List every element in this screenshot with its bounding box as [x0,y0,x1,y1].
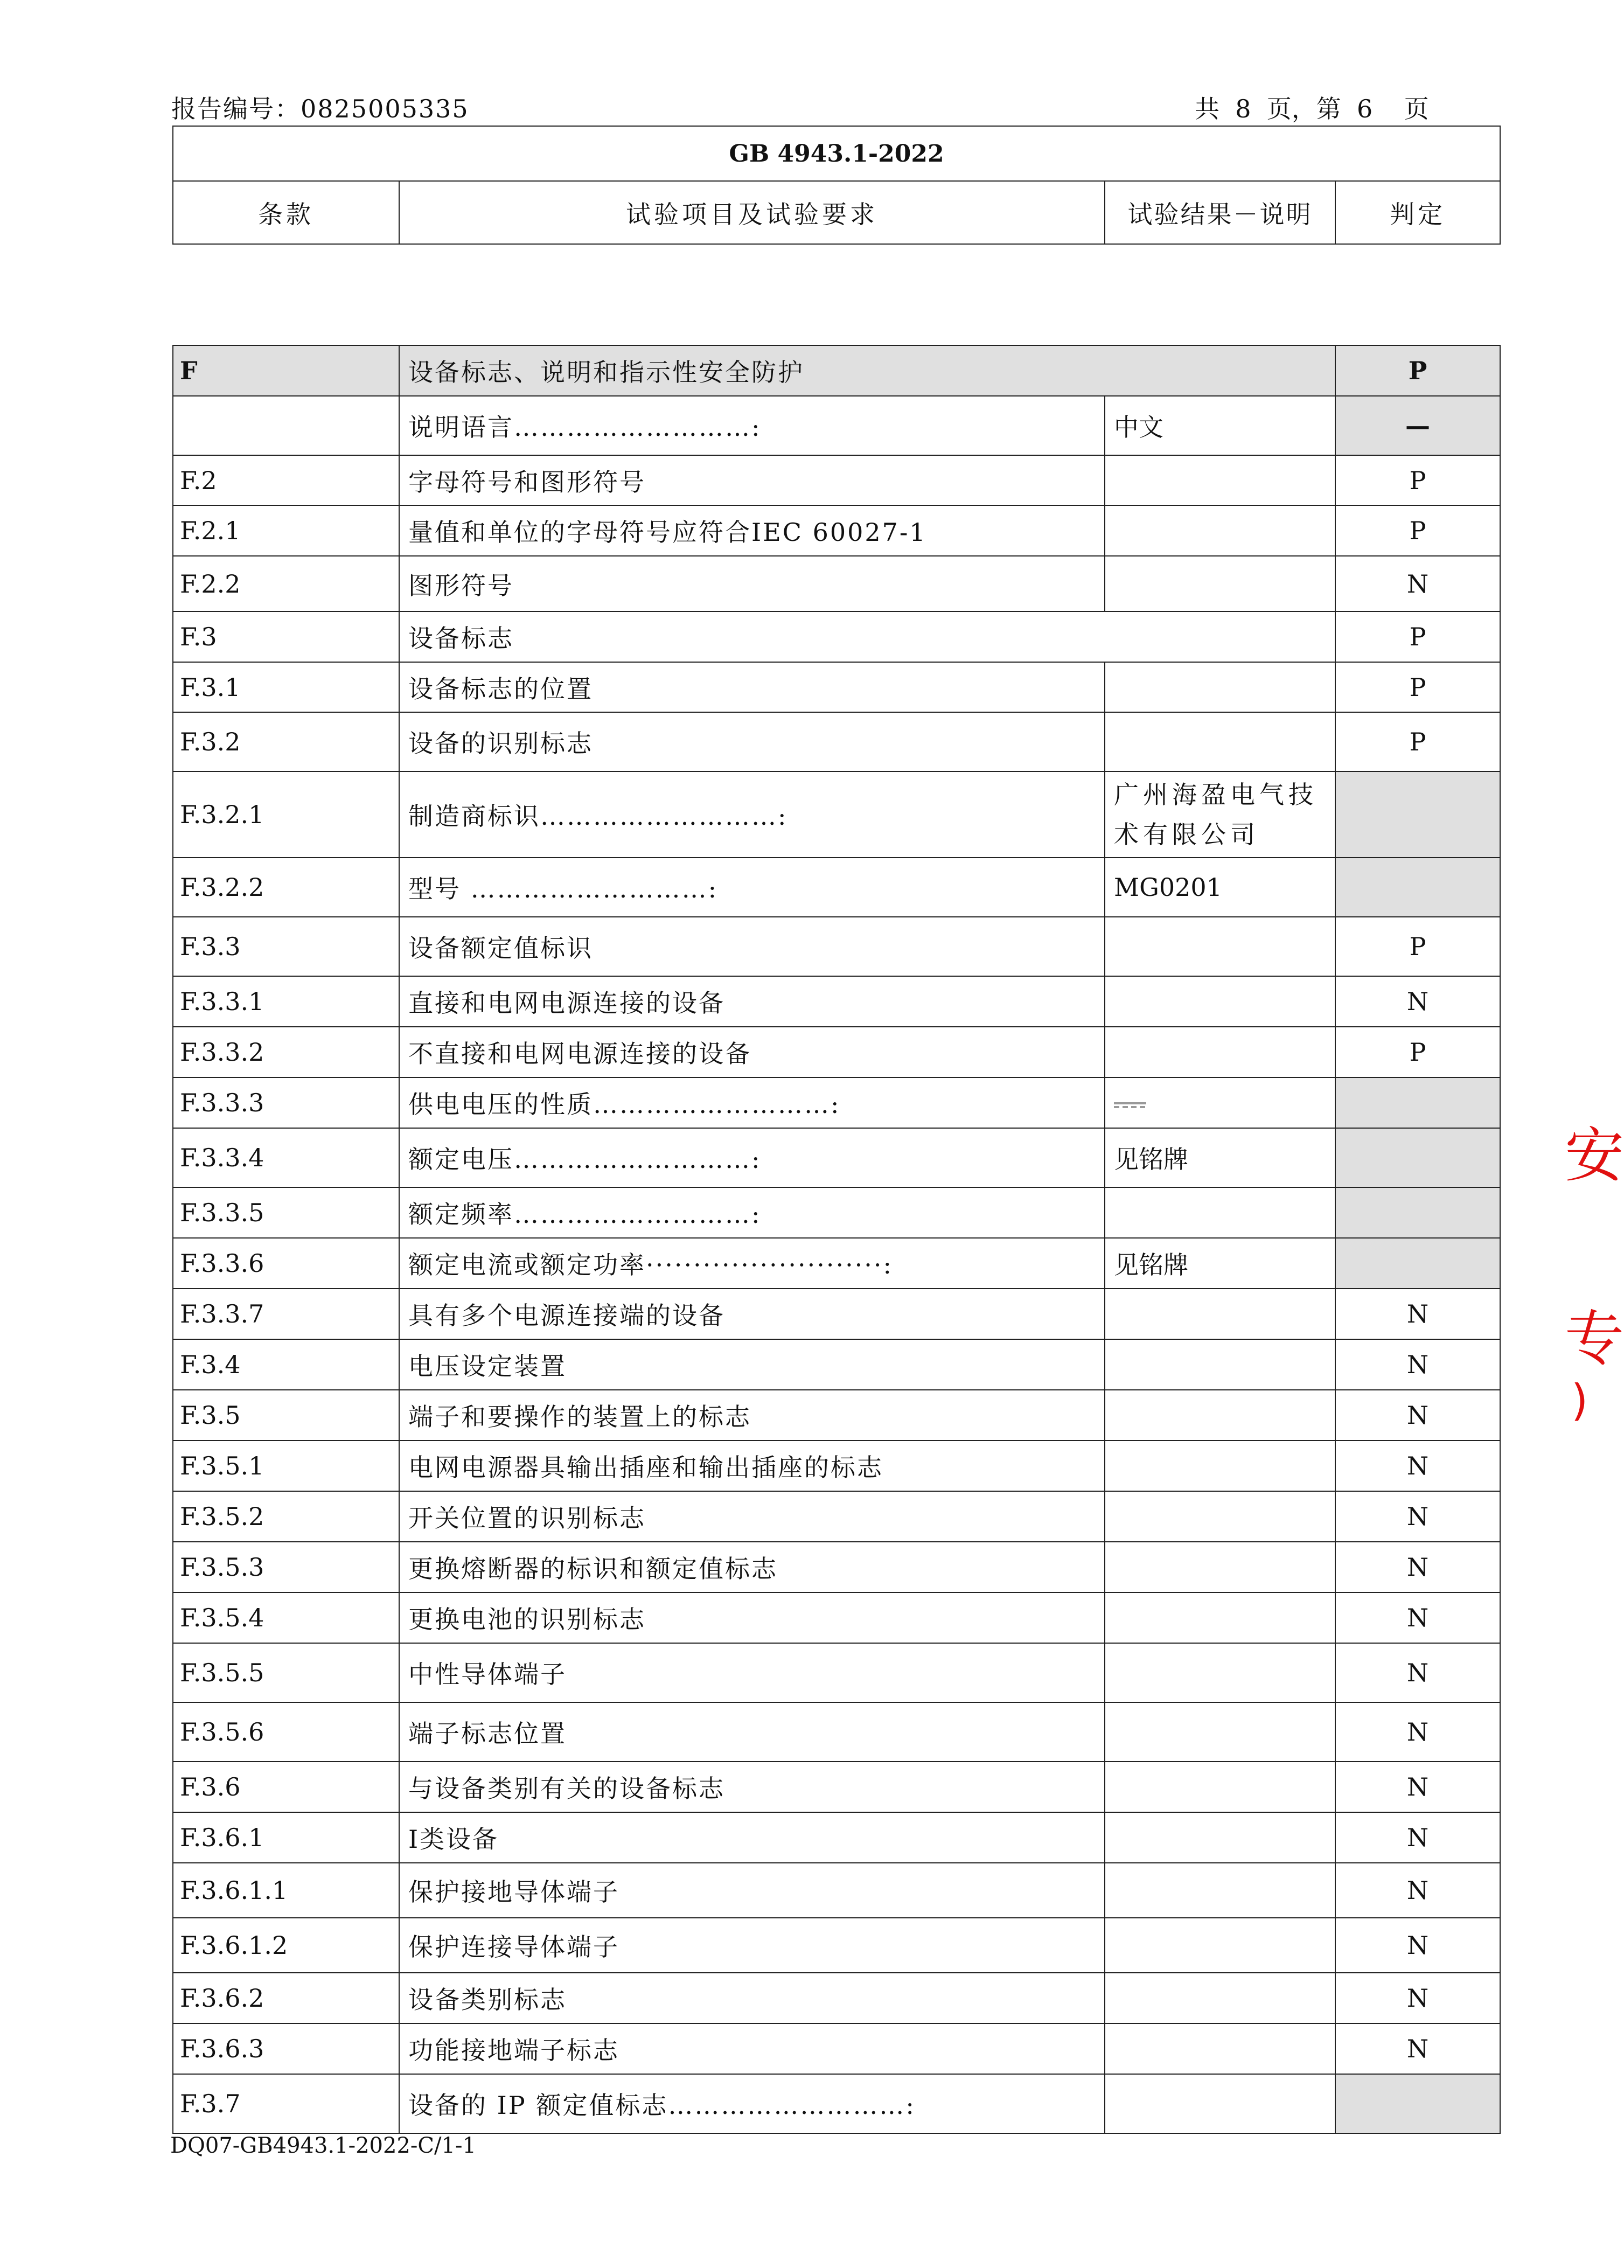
table-row [173,1863,1500,1918]
result-cell [1105,1973,1335,2023]
clause-cell: F.2.1 [173,505,399,556]
clause-cell: F.3.6.3 [173,2023,399,2074]
column-header-result: 试验结果－说明 [1105,181,1335,244]
clause-cell: F.3.3.1 [173,976,399,1027]
table-row [173,1491,1500,1542]
item-cell: 中性导体端子 [399,1643,1105,1702]
result-cell [1105,1863,1335,1918]
table-row [173,345,1500,396]
clause-cell: F [173,345,399,396]
table-row [173,1339,1500,1390]
item-cell: 设备标志、说明和指示性安全防护 [399,345,1335,396]
verdict-cell: N [1335,1390,1500,1441]
table-row [173,1128,1500,1187]
result-cell [1105,1289,1335,1339]
result-cell [1105,1702,1335,1762]
item-cell: 不直接和电网电源连接的设备 [399,1027,1105,1077]
clause-cell: F.3.2 [173,712,399,771]
verdict-cell: — [1335,396,1500,455]
item-cell: Ⅰ类设备 [399,1812,1105,1863]
dc-symbol-icon [1114,1101,1146,1112]
column-header-item: 试验项目及试验要求 [399,181,1105,244]
result-cell [1105,1762,1335,1812]
clause-cell: F.3.2.1 [173,771,399,858]
verdict-cell [1335,1187,1500,1238]
verdict-cell: P [1335,505,1500,556]
item-cell: 供电电压的性质………………………: [399,1077,1105,1128]
verdict-cell: P [1335,917,1500,976]
verdict-cell: N [1335,976,1500,1027]
verdict-cell: N [1335,2023,1500,2074]
standard-title: GB 4943.1-2022 [173,126,1500,181]
table-row [173,712,1500,771]
clause-cell: F.3.6 [173,1762,399,1812]
verdict-cell: N [1335,1592,1500,1643]
table-row [173,976,1500,1027]
table-row [173,455,1500,505]
item-cell: 字母符号和图形符号 [399,455,1105,505]
table-row [173,611,1500,662]
result-cell: 见铭牌 [1105,1238,1335,1289]
clause-cell: F.3.6.1.2 [173,1918,399,1973]
table-row [173,505,1500,556]
table-row [173,2023,1500,2074]
table-row [173,1187,1500,1238]
result-cell [1105,1027,1335,1077]
clause-cell: F.3.3.2 [173,1027,399,1077]
table-row [173,1289,1500,1339]
item-cell: 具有多个电源连接端的设备 [399,1289,1105,1339]
clause-cell: F.3.3 [173,917,399,976]
inspection-table [172,345,1501,2134]
column-header-verdict: 判定 [1335,181,1500,244]
result-cell [1105,662,1335,712]
document-code: DQ07-GB4943.1-2022-C/1-1 [170,2133,476,2158]
item-cell: 型号 ………………………: [399,858,1105,917]
verdict-cell [1335,2074,1500,2133]
table-row [173,396,1500,455]
table-row [173,858,1500,917]
result-cell [1105,976,1335,1027]
clause-cell: F.3 [173,611,399,662]
clause-cell: F.3.7 [173,2074,399,2133]
result-cell: MG0201 [1105,858,1335,917]
table-row [173,1702,1500,1762]
table-row [173,1762,1500,1812]
item-cell: 端子和要操作的装置上的标志 [399,1390,1105,1441]
item-cell: 制造商标识………………………: [399,771,1105,858]
verdict-cell: N [1335,556,1500,611]
table-row [173,1918,1500,1973]
item-cell: 保护连接导体端子 [399,1918,1105,1973]
item-cell: 额定频率………………………: [399,1187,1105,1238]
result-cell [1105,2023,1335,2074]
verdict-cell [1335,1077,1500,1128]
item-cell: 保护接地导体端子 [399,1863,1105,1918]
table-row [173,771,1500,858]
item-cell: 设备的 IP 额定值标志………………………: [399,2074,1105,2133]
verdict-cell: P [1335,345,1500,396]
clause-cell [173,396,399,455]
item-cell: 设备标志 [399,611,1335,662]
clause-cell: F.2 [173,455,399,505]
result-cell [1105,1187,1335,1238]
clause-cell: F.3.3.4 [173,1128,399,1187]
clause-cell: F.3.5.3 [173,1542,399,1592]
column-header-clause: 条款 [173,181,399,244]
clause-cell: F.3.3.6 [173,1238,399,1289]
clause-cell: F.3.5.4 [173,1592,399,1643]
clause-cell: F.3.3.3 [173,1077,399,1128]
verdict-cell: N [1335,1491,1500,1542]
verdict-cell: N [1335,1918,1500,1973]
clause-cell: F.3.5 [173,1390,399,1441]
clause-cell: F.3.3.7 [173,1289,399,1339]
item-cell: 额定电流或额定功率·························: [399,1238,1105,1289]
table-row [173,1542,1500,1592]
result-cell [1105,505,1335,556]
result-cell [1105,1390,1335,1441]
result-cell [1105,712,1335,771]
result-cell [1105,1542,1335,1592]
report-number: 报告编号：0825005335 [171,94,469,123]
clause-cell: F.2.2 [173,556,399,611]
table-row [173,662,1500,712]
item-cell: 图形符号 [399,556,1105,611]
table-row [173,1390,1500,1441]
clause-cell: F.3.6.2 [173,1973,399,2023]
table-row [173,1077,1500,1128]
result-cell [1105,1812,1335,1863]
table-row [173,556,1500,611]
item-cell: 设备的识别标志 [399,712,1105,771]
clause-cell: F.3.6.1.1 [173,1863,399,1918]
verdict-cell: P [1335,662,1500,712]
result-cell [1105,2074,1335,2133]
item-cell: 更换熔断器的标识和额定值标志 [399,1542,1105,1592]
verdict-cell: N [1335,1973,1500,2023]
item-cell: 额定电压………………………: [399,1128,1105,1187]
item-cell: 电网电源器具输出插座和输出插座的标志 [399,1441,1105,1491]
clause-cell: F.3.4 [173,1339,399,1390]
item-cell: 设备标志的位置 [399,662,1105,712]
verdict-cell: N [1335,1643,1500,1702]
verdict-cell: N [1335,1702,1500,1762]
result-cell: 广州海盈电气技术有限公司 [1105,771,1335,858]
verdict-cell: N [1335,1441,1500,1491]
verdict-cell: N [1335,1339,1500,1390]
verdict-cell: N [1335,1542,1500,1592]
item-cell: 功能接地端子标志 [399,2023,1105,2074]
result-cell [1105,1339,1335,1390]
verdict-cell: N [1335,1289,1500,1339]
item-cell: 与设备类别有关的设备标志 [399,1762,1105,1812]
table-row [173,1973,1500,2023]
table-row [173,1812,1500,1863]
result-cell [1105,1491,1335,1542]
result-cell [1105,1643,1335,1702]
result-cell [1105,1441,1335,1491]
result-cell [1105,1592,1335,1643]
verdict-cell: P [1335,455,1500,505]
table-row [173,1027,1500,1077]
table-row [173,1238,1500,1289]
item-cell: 开关位置的识别标志 [399,1491,1105,1542]
verdict-cell: N [1335,1863,1500,1918]
table-row [173,1441,1500,1491]
item-cell: 设备额定值标识 [399,917,1105,976]
verdict-cell: P [1335,712,1500,771]
result-cell [1105,1077,1335,1128]
table-row [173,917,1500,976]
result-cell [1105,556,1335,611]
red-stamp: 安 专 ) [1565,1121,1624,1425]
item-cell: 量值和单位的字母符号应符合IEC 60027-1 [399,505,1105,556]
result-cell [1105,455,1335,505]
result-cell [1105,917,1335,976]
verdict-cell [1335,858,1500,917]
item-cell: 设备类别标志 [399,1973,1105,2023]
item-cell: 端子标志位置 [399,1702,1105,1762]
clause-cell: F.3.5.1 [173,1441,399,1491]
table-row [173,2074,1500,2133]
clause-cell: F.3.5.2 [173,1491,399,1542]
clause-cell: F.3.2.2 [173,858,399,917]
clause-cell: F.3.5.6 [173,1702,399,1762]
clause-cell: F.3.3.5 [173,1187,399,1238]
item-cell: 说明语言………………………: [399,396,1105,455]
verdict-cell: N [1335,1762,1500,1812]
table-row [173,1643,1500,1702]
verdict-cell [1335,1238,1500,1289]
item-cell: 电压设定装置 [399,1339,1105,1390]
clause-cell: F.3.6.1 [173,1812,399,1863]
result-cell: 见铭牌 [1105,1128,1335,1187]
item-cell: 更换电池的识别标志 [399,1592,1105,1643]
result-cell: 中文 [1105,396,1335,455]
report-header-table [172,126,1501,245]
table-row [173,1592,1500,1643]
page-info: 共 8 页，第 6 页 [1195,94,1429,123]
verdict-cell [1335,771,1500,858]
verdict-cell: N [1335,1812,1500,1863]
result-cell [1105,1918,1335,1973]
clause-cell: F.3.1 [173,662,399,712]
clause-cell: F.3.5.5 [173,1643,399,1702]
verdict-cell [1335,1128,1500,1187]
item-cell: 直接和电网电源连接的设备 [399,976,1105,1027]
verdict-cell: P [1335,1027,1500,1077]
verdict-cell: P [1335,611,1500,662]
